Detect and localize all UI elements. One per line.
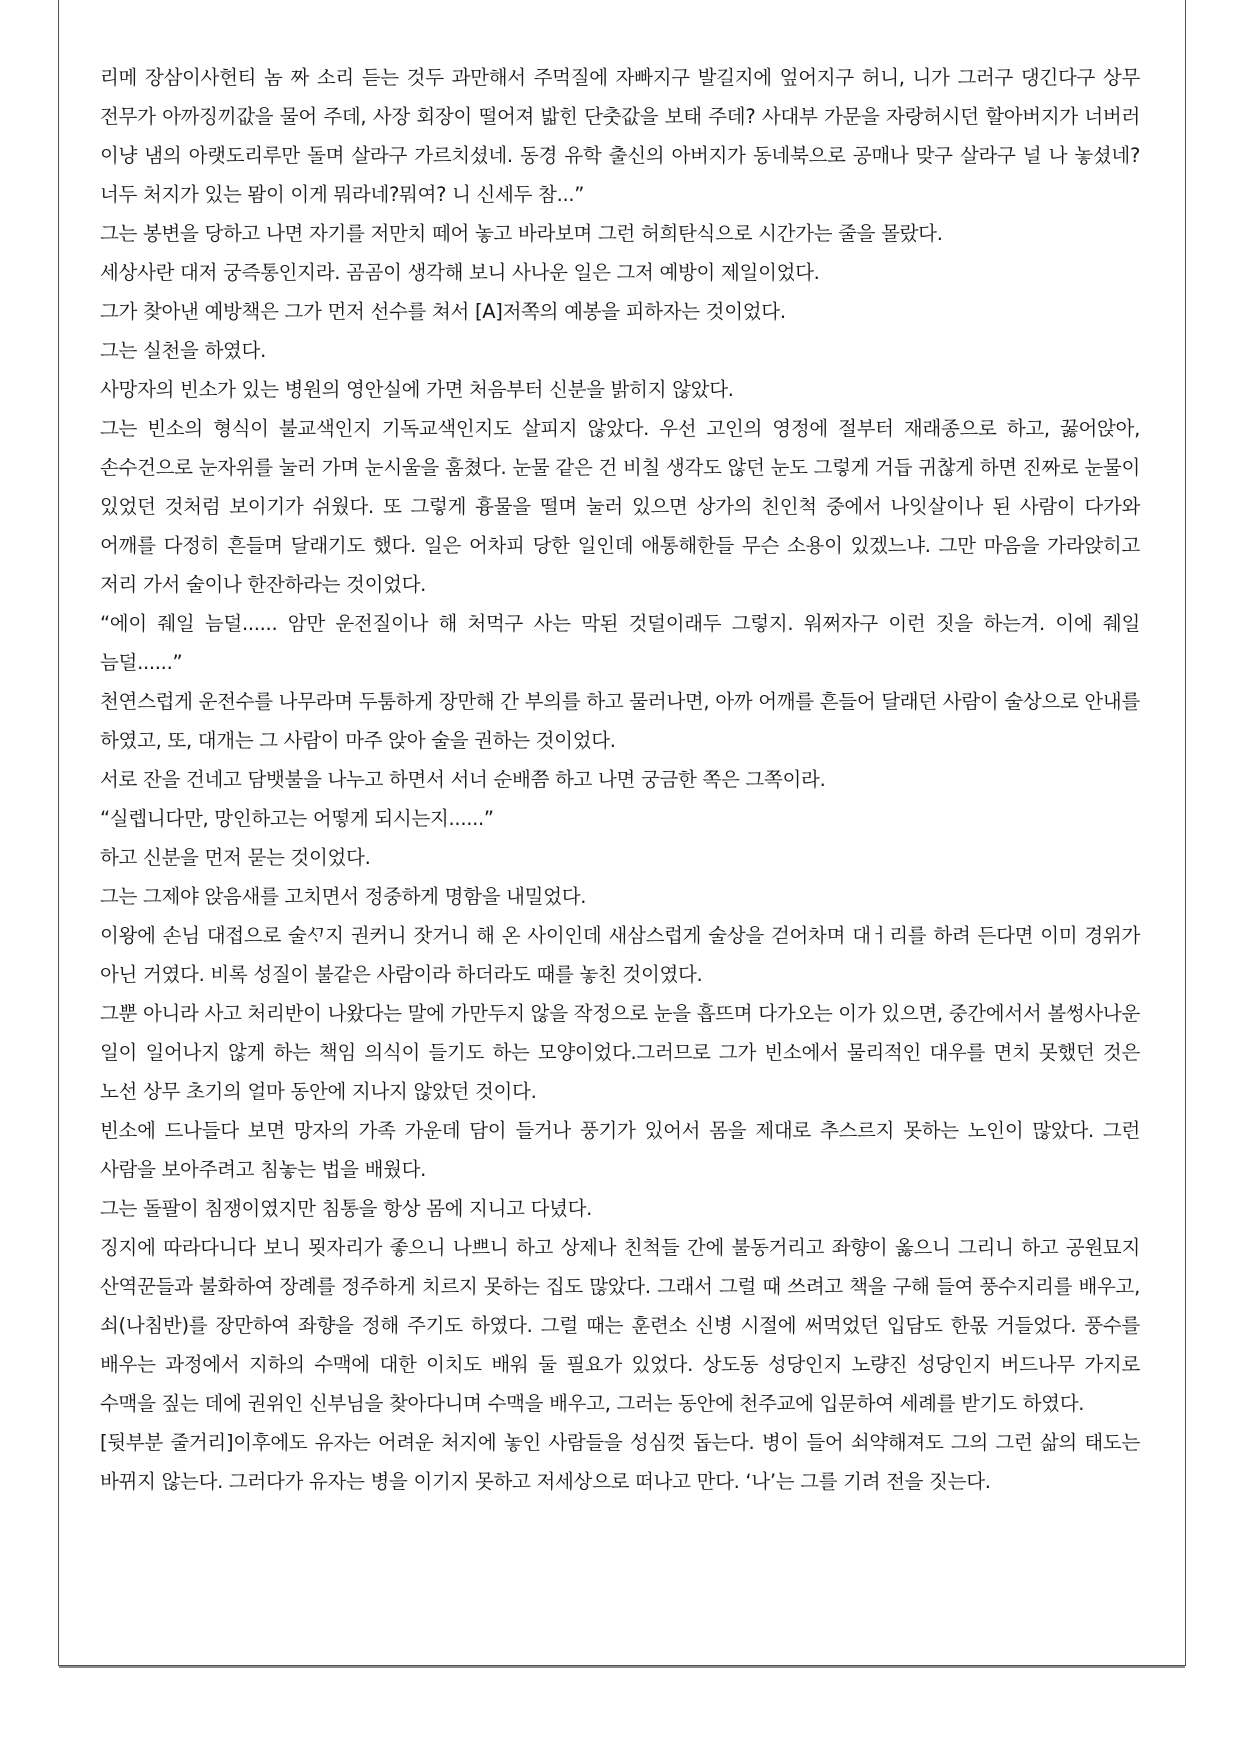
dialogue-paragraph: “실렙니다만, 망인하고는 어떻게 되시는지......” [100, 807, 494, 830]
dialogue-paragraph: “에이 줴일 늠덜...... 암만 운전질이나 해 처먹구 사는 막된 것덜이래두 그렇지. 워쩌자구 이런 짓을 하는겨. 이에 줴일 늠덜......” [100, 612, 1140, 674]
paragraph: 징지에 따라다니다 보니 묏자리가 좋으니 나쁘니 하고 상제나 친척들 간에 불동거리고 좌향이 옳으니 그리니 하고 공원묘지 산역꾼들과 불화하여 장례를 정주하게 치르지 못하는 집도 많았다. 그래서 그럴 때 쓰려고 책을 구해 들여 풍수지리를 배우고, 쇠(나침반)를 장만하여 좌향을 정해 주기도 하였다. 그럴 때는 훈련소 신병 시절에 써먹었던 입담도 한몫 거들었다. 풍수를 배우는 과정에서 지하의 수맥에 대한 이치도 배워 둘 필요가 있었다. 상도동 성당인지 노량진 성당인지 버드나무 가지로 수맥을 짚는 데에 권위인 신부님을 찾아다니며 수맥을 배우고, 그러는 동안에 천주교에 입문하여 세례를 받기도 하였다. [100, 1236, 1140, 1415]
paragraph: 서로 잔을 건네고 담뱃불을 나누고 하면서 서너 순배쯤 하고 나면 궁금한 쪽은 그쪽이라. [100, 768, 826, 791]
paragraph: 그가 찾아낸 예방책은 그가 먼저 선수를 쳐서 [A]저쪽의 예봉을 피하자는 것이었다. [100, 300, 786, 323]
paragraph: 사망자의 빈소가 있는 병원의 영안실에 가면 처음부터 신분을 밝히지 않았다. [100, 378, 734, 401]
paragraph: 그뿐 아니라 사고 처리반이 나왔다는 말에 가만두지 않을 작정으로 눈을 흡뜨며 다가오는 이가 있으면, 중간에서서 볼썽사나운 일이 일어나지 않게 하는 책임 의식이 들기도 하는 모양이었다.그러므로 그가 빈소에서 물리적인 대우를 면치 못했던 것은 노선 상무 초기의 얼마 동안에 지나지 않았던 것이다. [100, 1002, 1140, 1103]
paragraph: 그는 빈소의 형식이 불교색인지 기독교색인지도 살피지 않았다. 우선 고인의 영정에 절부터 재래종으로 하고, 꿇어앉아, 손수건으로 눈자위를 눌러 가며 눈시울을 훔쳤다. 눈물 같은 건 비칠 생각도 않던 눈도 그렇게 거듭 귀찮게 하면 진짜로 눈물이 있었던 것처럼 보이기가 쉬웠다. 또 그렇게 흉물을 떨며 눌러 있으면 상가의 친인척 중에서 나잇살이나 된 사람이 다가와 어깨를 다정히 흔들며 달래기도 했다. 일은 어차피 당한 일인데 애통해한들 무슨 소용이 있겠느냐. 그만 마음을 가라앉히고 저리 가서 술이나 한잔하라는 것이었다. [100, 417, 1140, 596]
summary-paragraph: [뒷부분 줄거리]이후에도 유자는 어려운 처지에 놓인 사람들을 성심껏 돕는다. 병이 들어 쇠약해져도 그의 그런 삶의 태도는 바뀌지 않는다. 그러다가 유자는 병을 이기지 못하고 저세상으로 떠나고 만다. ‘나’는 그를 기려 전을 짓는다. [100, 1431, 1140, 1493]
paragraph: 세상사란 대저 궁즉통인지라. 곰곰이 생각해 보니 사나운 일은 그저 예방이 제일이었다. [100, 261, 820, 284]
paragraph: 이왕에 손님 대접으로 술ᄭᆞ지 권커니 잣거니 해 온 사이인데 새삼스럽게 술상을 걷어차며 대ㅓ리를 하려 든다면 이미 경위가 아닌 거였다. 비록 성질이 불같은 사람이라 하더라도 때를 놓친 것이였다. [100, 924, 1140, 986]
paragraph: 리메 장삼이사헌티 놈 짜 소리 듣는 것두 과만해서 주먹질에 자빠지구 발길지에 엎어지구 허니, 니가 그러구 댕긴다구 상무 전무가 아까징끼값을 물어 주데, 사장 회장이 떨어져 밟힌 단춧값을 보태 주데? 사대부 가문을 자랑허시던 할아버지가 너버러 이냥 냄의 아랫도리루만 돌며 살라구 가르치셨네. 동경 유학 출신의 아버지가 동네북으로 공매나 맞구 살라구 널 나 놓셨네? 너두 처지가 있는 뫔이 이게 뭐라네?뭐여? 니 신세두 참...” [100, 66, 1140, 206]
paragraph: 그는 봉변을 당하고 나면 자기를 저만치 떼어 놓고 바라보며 그런 허희탄식으로 시간가는 줄을 몰랐다. [100, 222, 943, 245]
paragraph: 하고 신분을 먼저 묻는 것이었다. [100, 846, 371, 869]
paragraph: 빈소에 드나들다 보면 망자의 가족 가운데 담이 들거나 풍기가 있어서 몸을 제대로 추스르지 못하는 노인이 많았다. 그런 사람을 보아주려고 침놓는 법을 배웠다. [100, 1119, 1140, 1181]
paragraph: 그는 그제야 앉음새를 고치면서 정중하게 명함을 내밀었다. [100, 885, 587, 908]
paragraph: 그는 돌팔이 침쟁이였지만 침통을 항상 몸에 지니고 다녔다. [100, 1197, 593, 1220]
paragraph: 그는 실천을 하였다. [100, 339, 266, 362]
paragraph: 천연스럽게 운전수를 나무라며 두툼하게 장만해 간 부의를 하고 물러나면, 아까 어깨를 흔들어 달래던 사람이 술상으로 안내를 하였고, 또, 대개는 그 사람이 마주 앉아 술을 권하는 것이었다. [100, 690, 1140, 752]
document-body [100, 58, 1140, 1501]
